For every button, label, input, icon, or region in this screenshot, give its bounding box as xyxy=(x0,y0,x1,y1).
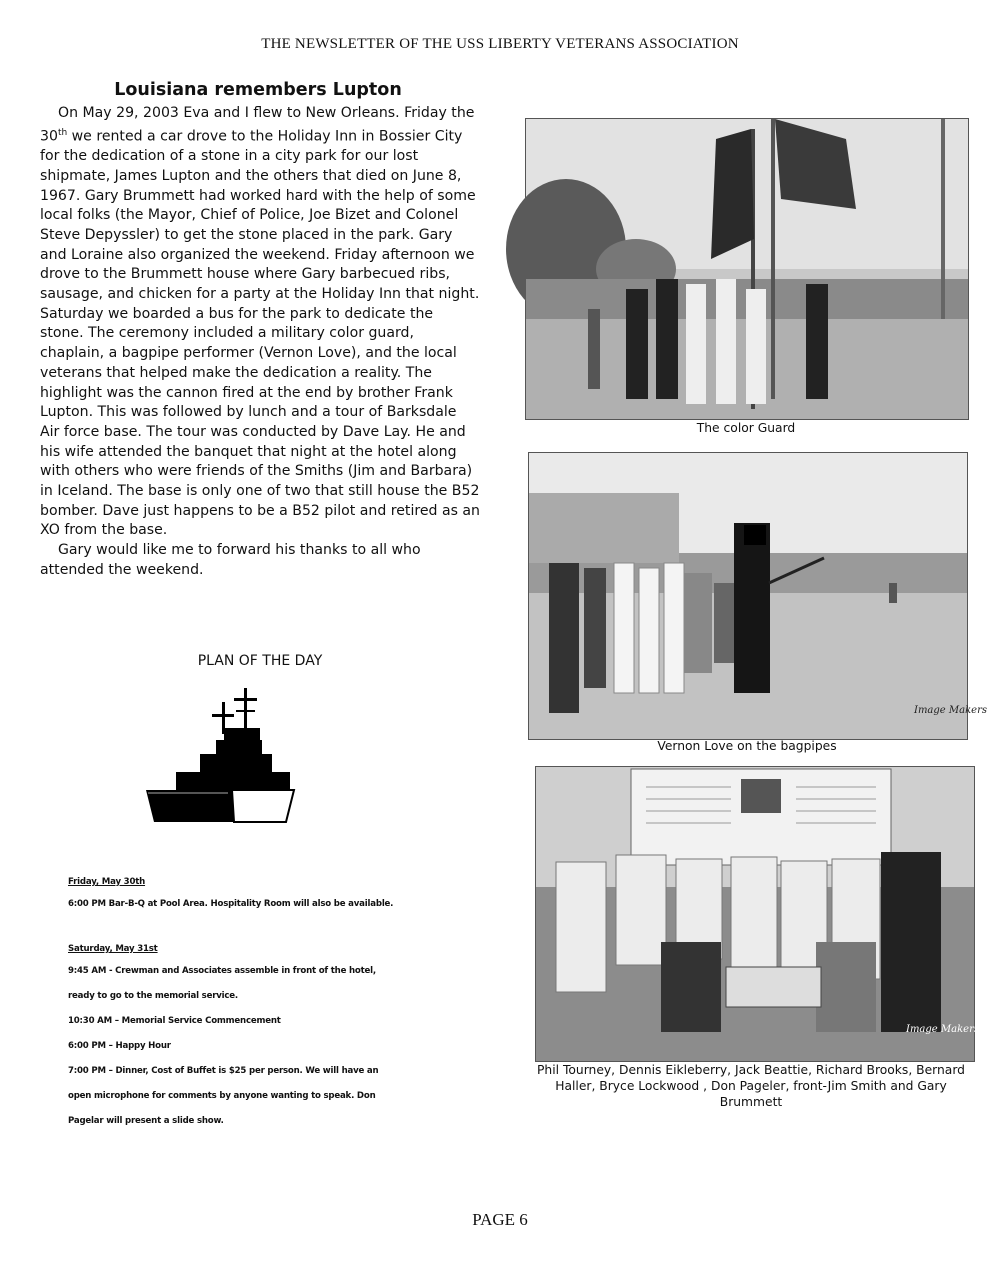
article-paragraph-1 xyxy=(40,104,480,541)
bagpipes-photo xyxy=(528,452,987,740)
group-photo xyxy=(535,766,979,1062)
newsletter-header: THE NEWSLETTER OF THE USS LIBERTY VETERANS ASSOCIATION xyxy=(261,36,739,52)
schedule xyxy=(68,877,468,1139)
battleship-icon xyxy=(146,688,294,822)
schedule-day-heading: Friday, May 30th xyxy=(68,877,146,887)
ordinal-suffix: th xyxy=(57,127,68,138)
article-title: Louisiana remembers Lupton xyxy=(114,80,402,100)
article-text: we rented a car drove to the Holiday Inn in Bossier City for the dedication of a stone in a city park for our lost shipmate, James Lupton and the others that died on June 8, 1967. Gary Brummett had worked hard with the help of some local folks (the Mayor, Chief of Police, Joe Bizet and Colonel Steve Depyssler) to get the stone placed in the park. Gary and Loraine also organized the weekend. Friday afternoon we drove to the Brummett house where Gary barbecued ribs, sausage, and chicken for a party at the Holiday Inn that night. Saturday we boarded a bus for the park to dedicate the stone. The ceremony included a military color guard, chaplain, a bagpipe performer (Vernon Love), and the local veterans that helped make the dedication a reality. The highlight was the cannon fired at the end by brother Frank Lupton. This was followed by lunch and a tour of Barksdale Air force base. The tour was conducted by Dave Lay. He and his wife attended the banquet that night at the hotel along with others who were friends of the Smiths (Jim and Barbara) in Iceland. The base is only one of two that still house the B52 bomber. Dave just happens to be a B52 pilot and retired as an XO from the base. xyxy=(40,128,480,539)
page-number: PAGE 6 xyxy=(472,1210,528,1229)
watermark: Image Makers xyxy=(906,1024,979,1035)
color-guard-caption: The color Guard xyxy=(696,421,796,435)
schedule-item: 9:45 AM - Crewman and Associates assemble in front of the hotel, xyxy=(68,966,376,976)
schedule-item: ready to go to the memorial service. xyxy=(68,991,238,1001)
schedule-item: 6:00 PM Bar-B-Q at Pool Area. Hospitality Room will also be available. xyxy=(68,899,394,909)
schedule-item: open microphone for comments by anyone wanting to speak. Don xyxy=(68,1091,376,1101)
schedule-item: 6:00 PM – Happy Hour xyxy=(68,1041,171,1051)
article-body xyxy=(40,104,480,581)
schedule-item: 10:30 AM – Memorial Service Commencement xyxy=(68,1016,281,1026)
article-text: On May 29, 2003 Eva and I flew to New Orleans. Friday the 30 xyxy=(40,105,475,145)
bagpipes-caption: Vernon Love on the bagpipes xyxy=(657,739,837,753)
plan-of-the-day-title: PLAN OF THE DAY xyxy=(197,653,323,669)
color-guard-photo xyxy=(525,118,969,420)
schedule-item: 7:00 PM – Dinner, Cost of Buffet is $25 per person. We will have an xyxy=(68,1066,379,1076)
schedule-day-heading: Saturday, May 31st xyxy=(68,944,158,954)
article-paragraph-2: Gary would like me to forward his thanks to all who attended the weekend. xyxy=(40,542,421,578)
watermark: Image Makers xyxy=(914,705,987,716)
schedule-item: Pagelar will present a slide show. xyxy=(68,1116,224,1126)
group-caption: Phil Tourney, Dennis Eikleberry, Jack Beattie, Richard Brooks, Bernard Haller, Bryce Lockwood , Don Pageler, front-Jim Smith and Gary Brummett xyxy=(537,1063,965,1109)
